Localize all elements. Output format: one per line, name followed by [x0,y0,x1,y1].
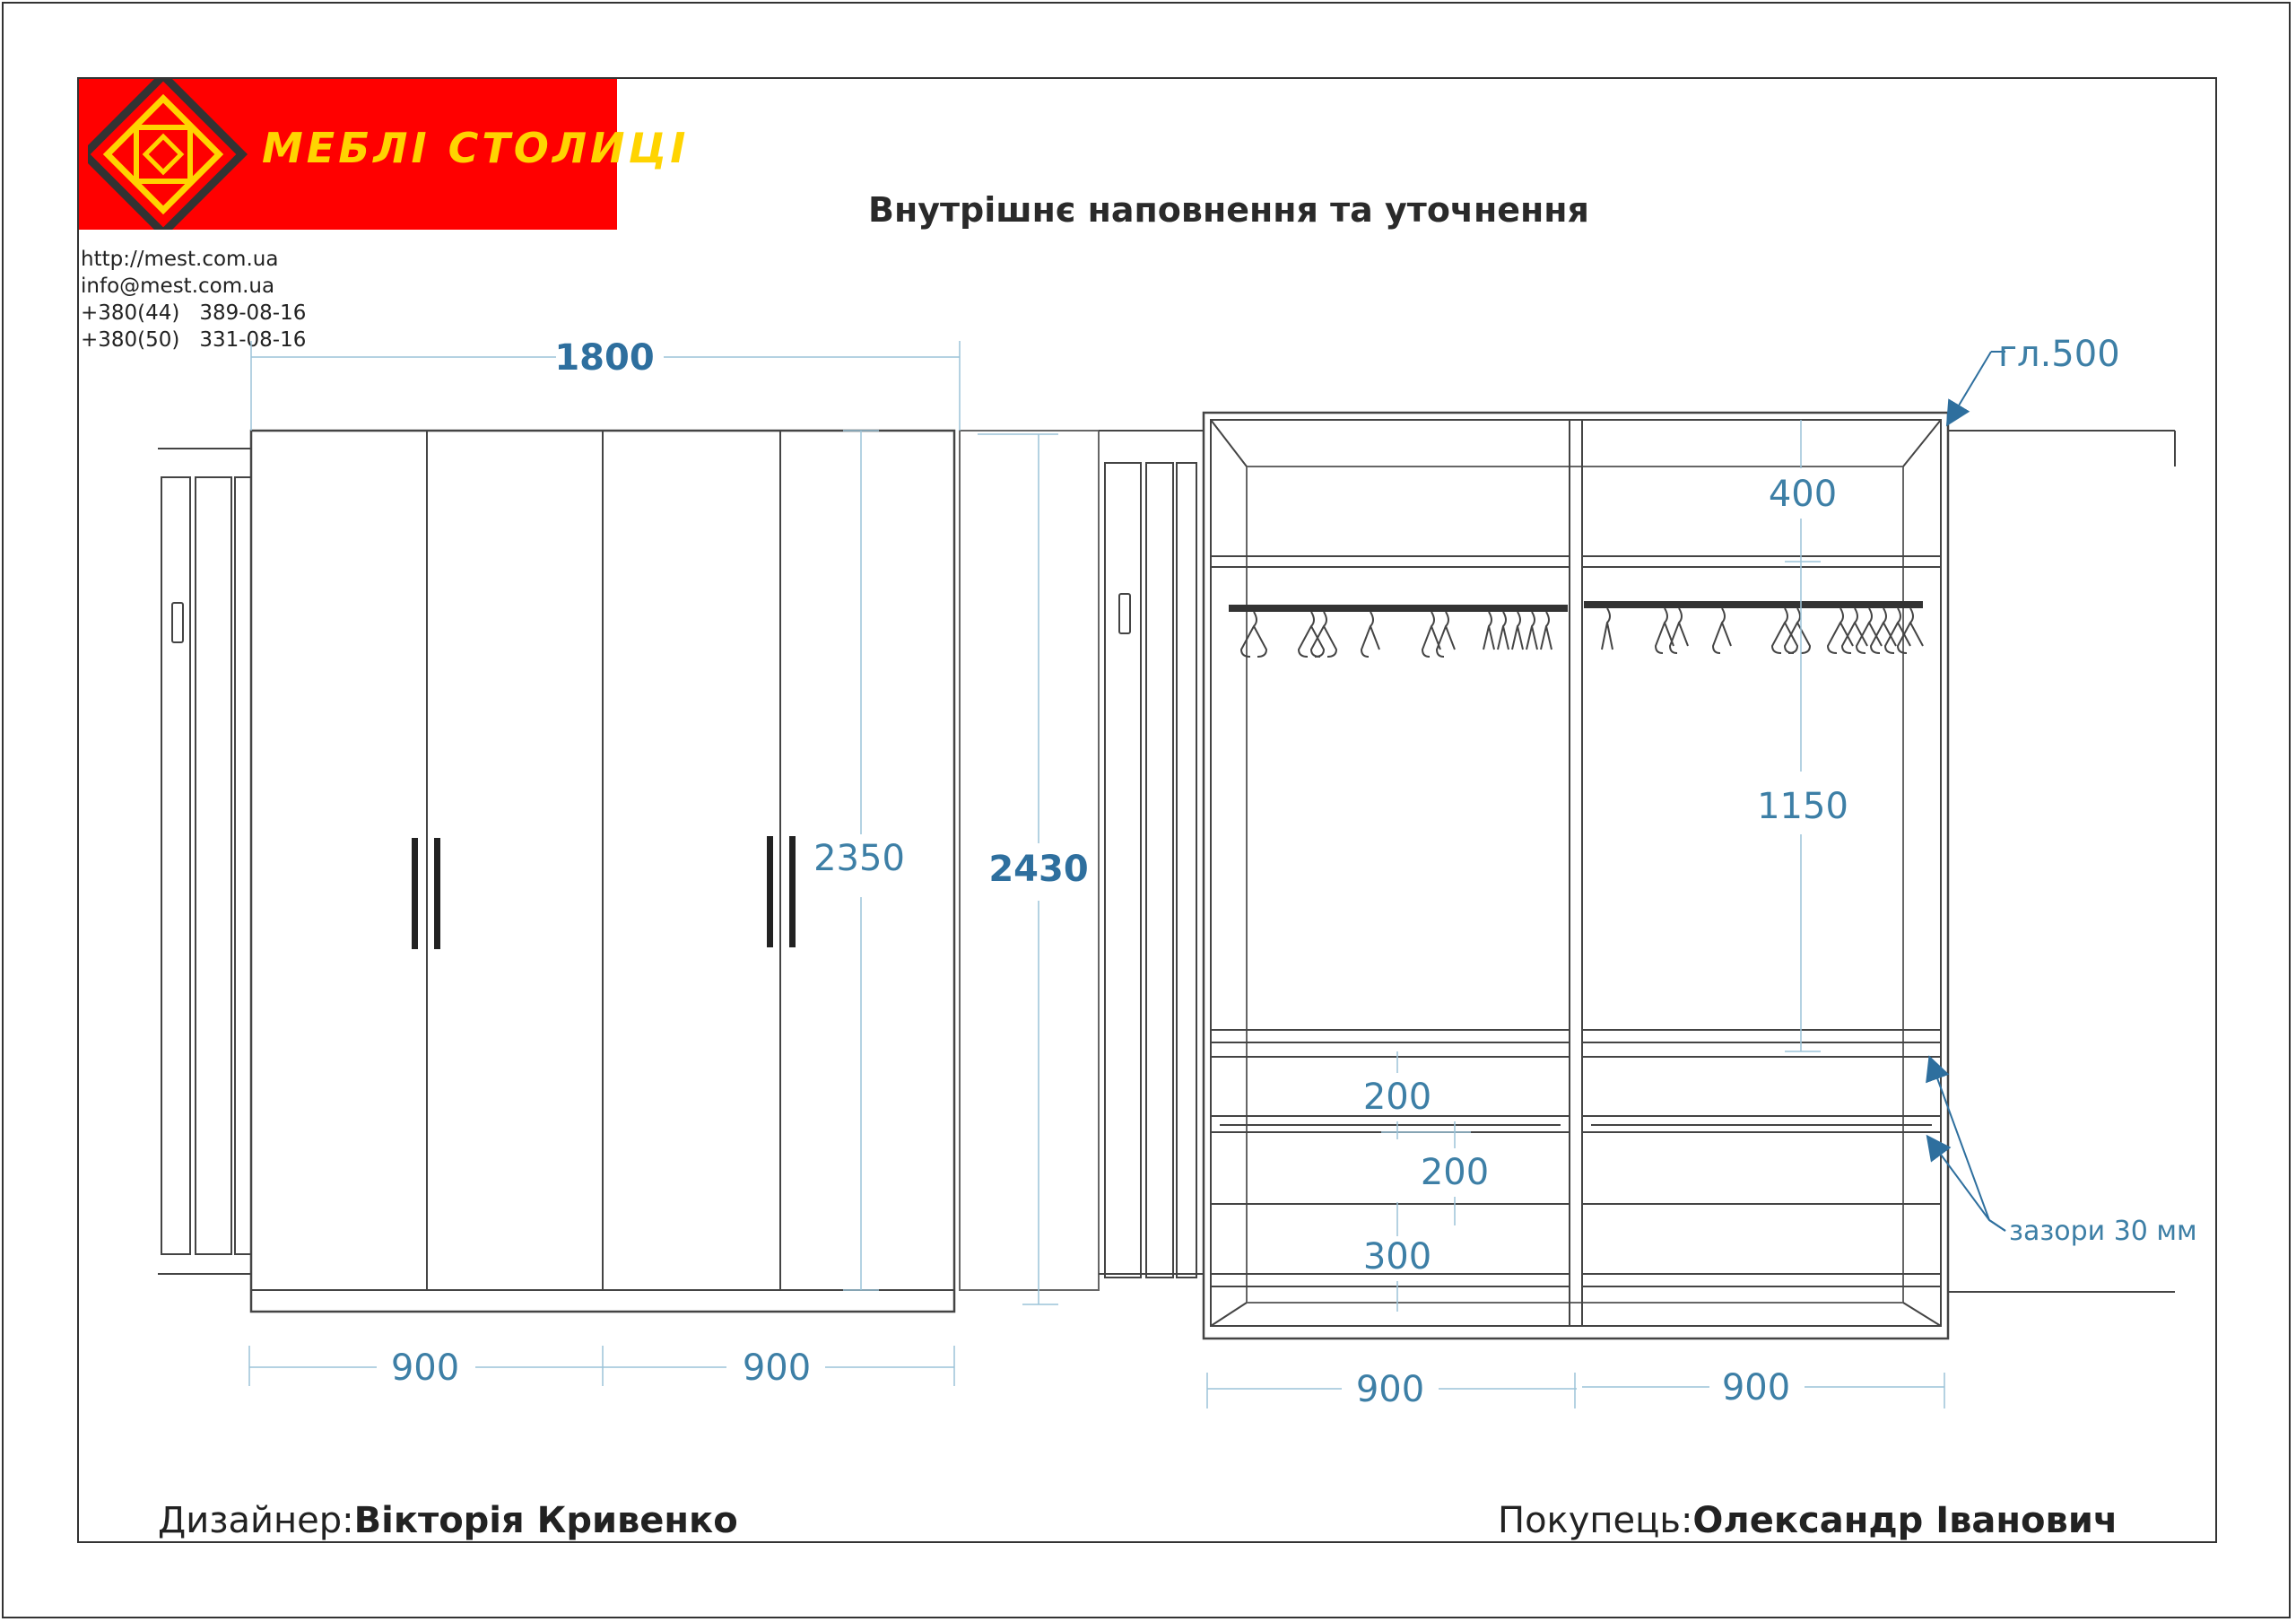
interior-view [1099,413,2175,1339]
email-link[interactable]: info@mest.com.ua [81,275,275,298]
gaps-callout [1928,1059,2005,1231]
designer-name: Вікторія Кривенко [353,1500,738,1541]
customer-name: Олександр Іванович [1692,1500,2118,1541]
handle-icon [789,836,796,947]
interior-section-width-1: 900 [1355,1369,1425,1410]
interior-dimension-lines [1207,420,1944,1408]
hanging-rails [1229,601,1923,612]
rail-left-icon [1229,605,1568,612]
hanger-icon [1842,608,1867,653]
handle-icon [412,838,418,949]
total-width-dim: 1800 [554,337,655,379]
hanger-icon [1713,608,1731,653]
phone-1: +380(44) 389-08-16 [81,301,307,325]
website-link[interactable]: http://mest.com.ua [81,248,279,271]
total-height-dim: 2430 [988,849,1089,890]
hanger-icon [1871,608,1896,653]
depth-callout [1948,352,2005,423]
page-title: Внутрішнє наповнення та уточнення [868,190,1589,230]
hanger-icon [1498,612,1509,650]
hanger-icon [1437,612,1455,657]
customer-credit [1498,1500,2118,1541]
handle-icon [767,836,773,947]
hanger-icon [1541,612,1552,650]
hanger-icon [1483,612,1494,650]
door-height-dim: 2350 [813,838,905,879]
hanger-icon [1526,612,1537,650]
front-section-width-1: 900 [390,1347,460,1389]
front-section-width-2: 900 [742,1347,812,1389]
hanger-icon [1512,612,1523,650]
hanging-height-dim: 1150 [1757,786,1848,827]
brand-name: МЕБЛІ СТОЛИЦІ [262,124,690,172]
gaps-note: зазори 30 мм [2009,1216,2197,1247]
designer-credit [158,1500,738,1541]
phone-2: +380(50) 331-08-16 [81,328,307,352]
designer-label: Дизайнер: [158,1500,354,1541]
hanger-icon [1602,608,1613,650]
top-shelf-dim: 400 [1768,474,1838,515]
hanger-icon [1241,612,1266,657]
bottom-height-dim: 300 [1362,1236,1432,1278]
hanger-icon [1857,608,1882,653]
front-view [158,431,1099,1312]
customer-label: Покупець: [1498,1500,1693,1541]
hanger-icon [1361,612,1379,657]
front-dimension-lines [249,341,1058,1386]
handle-icon [434,838,440,949]
interior-section-width-2: 900 [1721,1367,1791,1408]
depth-label: гл.500 [1998,334,2120,375]
hanger-icon [1828,608,1853,653]
hanger-icon [1670,608,1688,653]
rail-right-icon [1584,601,1923,608]
drawer2-height-dim: 200 [1420,1152,1490,1193]
drawer1-height-dim: 200 [1362,1077,1432,1118]
